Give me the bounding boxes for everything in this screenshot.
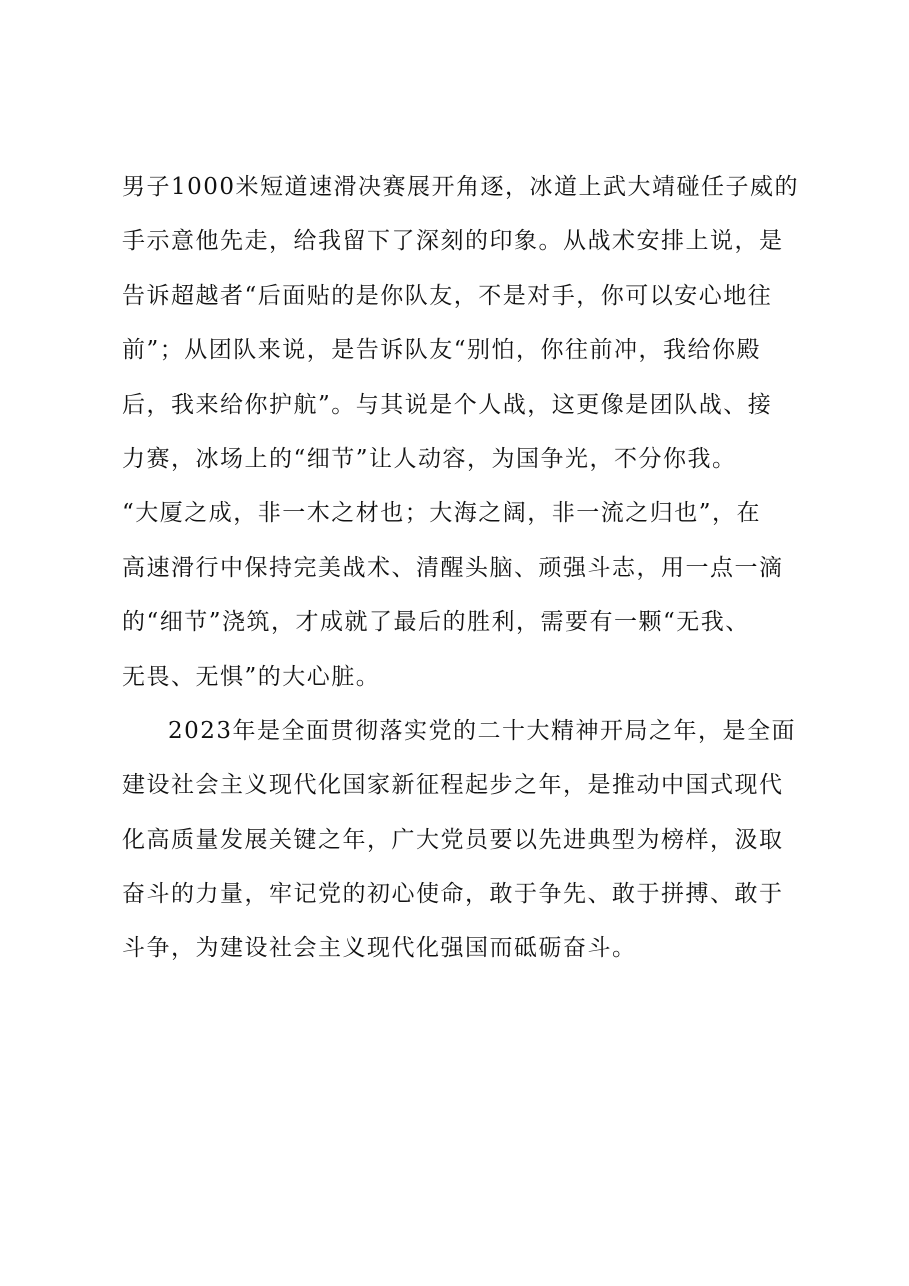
text-line: 化高质量发展关键之年，广大党员要以先进典型为榜样，汲取	[122, 826, 784, 853]
text-line: 无畏、无惧”的大心脏。	[122, 663, 381, 690]
text-line: 告诉超越者“后面贴的是你队友，不是对手，你可以安心地往	[122, 282, 773, 309]
text-line: 斗争，为建设社会主义现代化强国而砥砺奋斗。	[122, 935, 637, 962]
text-line: 奋斗的力量，牢记党的初心使命，敢于争先、敢于拼搏、敢于	[122, 881, 784, 908]
paragraph-2	[122, 704, 797, 976]
body-text	[122, 160, 800, 976]
text-line: 的“细节”浇筑，才成就了最后的胜利，需要有一颗“无我、	[122, 609, 750, 636]
text-line: 高速滑行中保持完美战术、清醒头脑、顽强斗志，用一点一滴	[122, 554, 784, 581]
text-line: 力赛，冰场上的“细节”让人动容，为国争光，不分你我。	[122, 445, 737, 472]
text-line: “大厦之成，非一木之材也；大海之阔，非一流之归也”，在	[122, 500, 762, 527]
paragraph-1	[122, 160, 800, 704]
text-line: 建设社会主义现代化国家新征程起步之年，是推动中国式现代	[122, 772, 784, 799]
text-line: 前”；从团队来说，是告诉队友“别怕，你往前冲，我给你殿	[122, 337, 762, 364]
text-line: 男子1000米短道速滑决赛展开角逐，冰道上武大靖碰任子威的	[122, 174, 800, 200]
text-line: 后，我来给你护航”。与其说是个人战，这更像是团队战、接	[122, 391, 773, 418]
text-line: 手示意他先走，给我留下了深刻的印象。从战术安排上说，是	[122, 228, 784, 255]
text-line: 2023年是全面贯彻落实党的二十大精神开局之年，是全面	[168, 717, 797, 744]
